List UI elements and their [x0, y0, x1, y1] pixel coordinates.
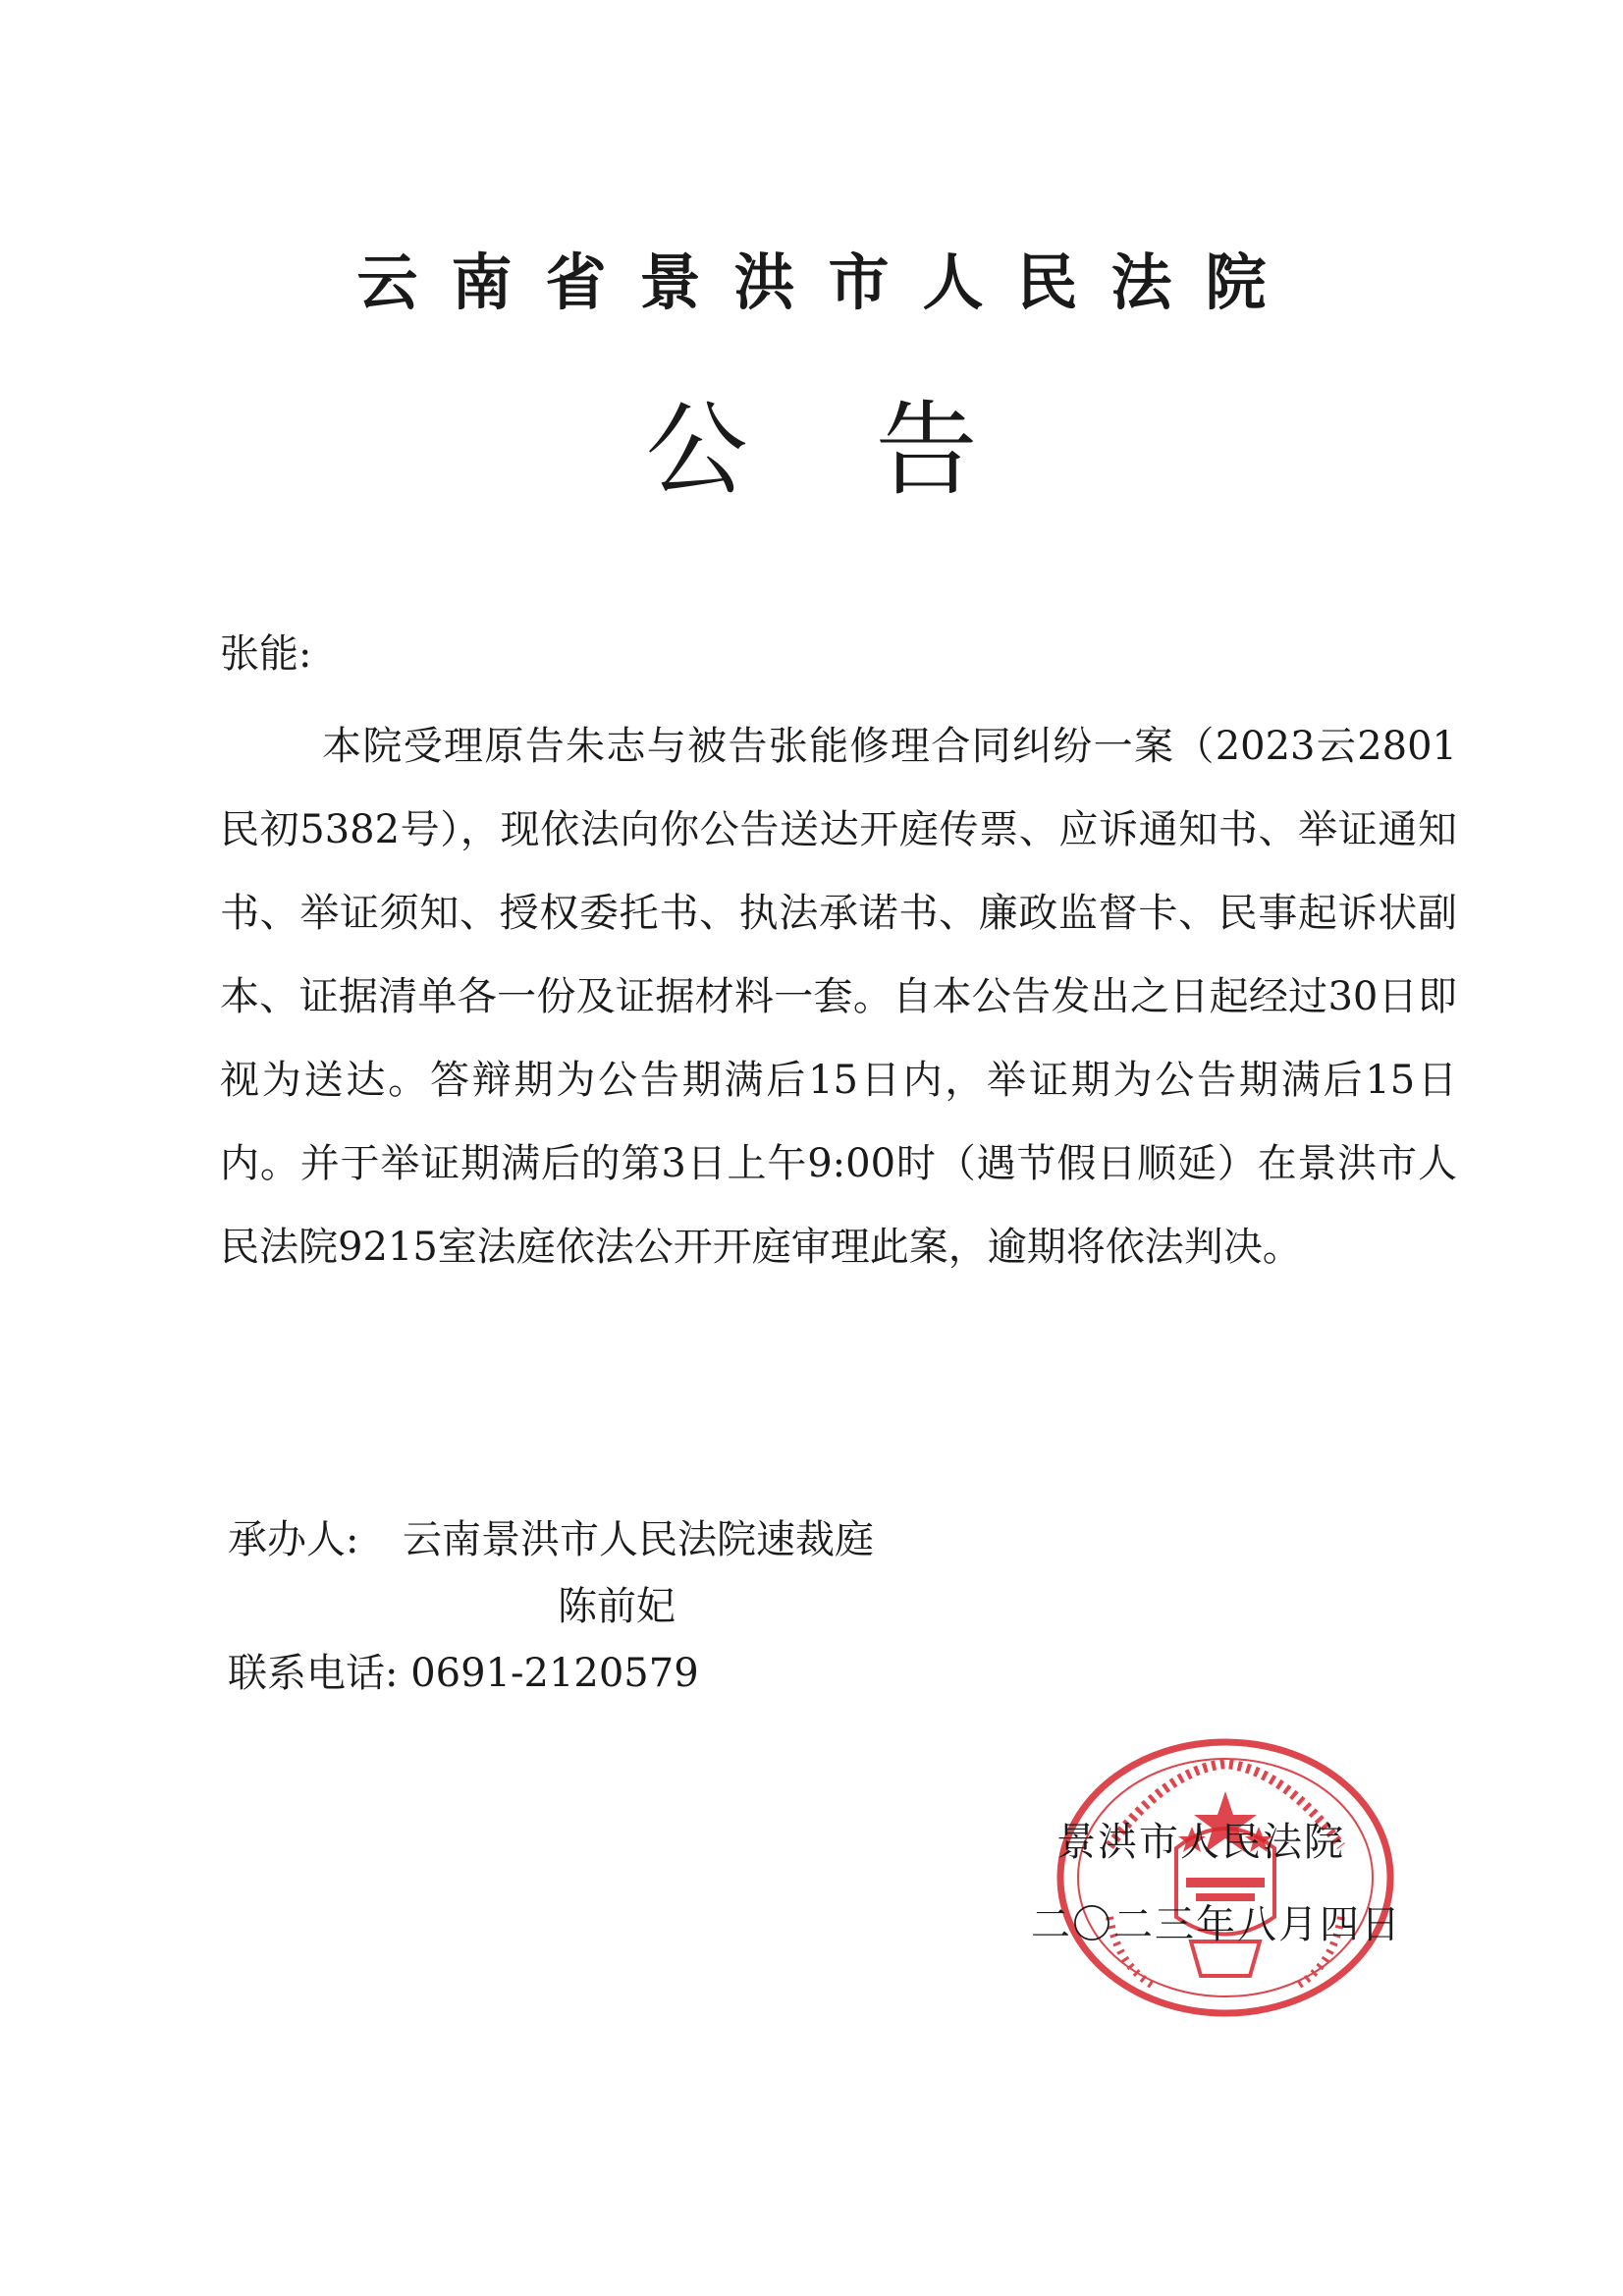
court-seal-icon [1049, 1730, 1402, 2025]
handler-name: 陈前妃 [558, 1584, 676, 1629]
handler-department: 云南景洪市人民法院速裁庭 [403, 1517, 874, 1562]
addressee: 张能: [220, 631, 312, 677]
handler-label: 承办人: [228, 1517, 359, 1562]
document-title: 公告 [645, 390, 1106, 510]
notice-body: 本院受理原告朱志与被告张能修理合同纠纷一案（2023云2801民初5382号），现依法向你公告送达开庭传票、应诉通知书、举证通知书、举证须知、授权委托书、执法承诺书、廉政监督卡、民事起诉状副本、证据清单各一份及证据材料一套。自本公告发出之日起经过30日即视为送达。答辩期为公告期满后15日内，举证期为公告期满后15日内。并于举证期满后的第3日上午9:00时（遇节假日顺延）在景洪市人民法院9215室法庭依法公开开庭审理此案，逾期将依法判决。 [220, 724, 1457, 1270]
court-name-heading: 云南省景洪市人民法院 [356, 246, 1300, 318]
contact-phone: 联系电话: 0691-2120579 [228, 1651, 699, 1696]
issuing-court: 景洪市人民法院 [1056, 1820, 1345, 1865]
issue-date: 二〇二三年八月四日 [1031, 1902, 1402, 1947]
